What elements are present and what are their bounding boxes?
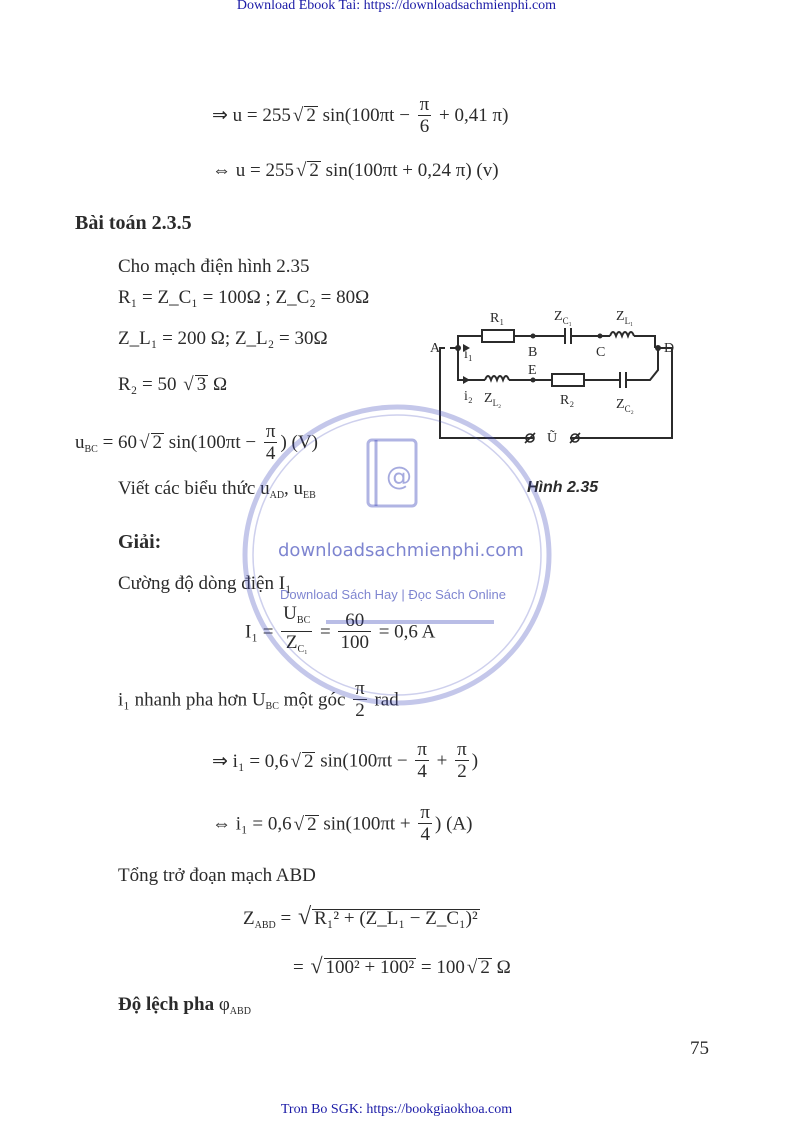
given-line-2: Z_L₁ = 200 Ω; Z_L₂ = 30Ω xyxy=(118,328,328,349)
label-zl1: $Z_{L_1}$ xyxy=(616,309,634,326)
eq2-prefix: ⇔ u = 255 xyxy=(212,160,294,181)
watermark-title: downloadsachmienphi.com xyxy=(278,540,524,561)
eq1-sin: sin(100πt − xyxy=(317,104,410,126)
label-r1: R₁ xyxy=(490,311,505,326)
eq1-prefix: ⇒ u = 255 xyxy=(212,104,291,126)
svg-text:@: @ xyxy=(386,462,412,492)
i1-expression-b: ⇔ i₁ = 0,6 √ 2 sin(100πt + $\frac{\pi}{4}$ ) (A) xyxy=(212,802,473,845)
problem-title: Bài toán 2.3.5 xyxy=(75,212,192,234)
solution-title: Giải: xyxy=(118,531,162,553)
label-u: Ũ xyxy=(547,431,558,446)
given-line-1: R₁ = Z_C₁ = 100Ω ; Z_C₂ = 80Ω xyxy=(118,287,370,308)
given-ubc: $u_{BC} = 60$ √ 2 sin(100πt − $\frac{\pi}{4}$ ) (V) xyxy=(75,421,318,464)
label-zc1: $Z_{C_1}$ xyxy=(554,309,572,326)
impedance-intro: Tổng trở đoạn mạch ABD xyxy=(118,865,316,886)
label-i1: i₁ xyxy=(464,347,473,362)
zabd-result: = √ 100² + 100² = 100 √ 2 Ω xyxy=(293,953,511,978)
footer-sgk-link[interactable]: Tron Bo SGK: https://bookgiaokhoa.com xyxy=(280,1102,513,1117)
figure-caption: Hình 2.35 xyxy=(527,479,599,496)
i1-formula: I₁ = $\frac{U_{BC}}{Z_{C_1}}$ = $\frac{60}{100}$ = 0,6 A xyxy=(245,603,436,655)
eq1-suffix: + 0,41 π) xyxy=(439,104,509,126)
equation-u-line2: ⇔ u = 255 √ 2 sin(100πt + 0,24 π) (v) xyxy=(212,160,499,181)
given-line-3: R₂ = 50 √ 3 Ω xyxy=(118,374,228,395)
label-r2: R₂ xyxy=(560,393,575,408)
label-i2: i₂ xyxy=(464,389,473,404)
label-node-d: D xyxy=(664,341,675,356)
label-node-b: B xyxy=(528,345,538,360)
eq1-sqrt: 2 xyxy=(306,104,316,126)
current-intro: Cường độ dòng điện I₁ xyxy=(118,573,292,594)
label-zc2: $Z_{C_2}$ xyxy=(616,397,634,414)
label-node-c: C xyxy=(596,345,606,360)
eq1-fraction: $\frac{\pi}{6}$ xyxy=(419,94,430,137)
header-download-link[interactable]: Download Ebook Tai: https://downloadsachmienphi.com xyxy=(236,0,557,13)
phase-difference: Độ lệch pha $\varphi_{ABD}$ xyxy=(118,994,251,1017)
phase-statement: i₁ nhanh pha hơn $U_{BC}$ một góc $\frac{\pi}{2}$ rad xyxy=(118,678,399,721)
label-node-a: A xyxy=(430,341,441,356)
given-intro: Cho mạch điện hình 2.35 xyxy=(118,256,310,277)
given-task: Viết các biểu thức $u_{AD}$, $u_{EB}$ xyxy=(118,478,316,501)
eq2-suffix: sin(100πt + 0,24 π) (v) xyxy=(320,160,499,181)
watermark-subtitle: Download Sách Hay | Đọc Sách Online xyxy=(280,587,506,602)
label-zl2: $Z_{L_2}$ xyxy=(484,391,502,408)
label-node-e: E xyxy=(528,363,537,378)
eq2-sqrt: 2 xyxy=(309,160,319,181)
zabd-formula: $Z_{ABD}$ = √ R₁² + (Z_L₁ − Z_C₁)² xyxy=(243,904,478,931)
page-number: 75 xyxy=(690,1038,709,1059)
equation-u-line1: ⇒ u = 255 √ 2 sin(100πt − $\frac{\pi}{6}$ + 0,41 π) xyxy=(212,94,509,137)
i1-expression-a: ⇒ i₁ = 0,6 √ 2 sin(100πt − $\frac{\pi}{4}$ + $\frac{\pi}{2}$ ) xyxy=(212,739,479,782)
